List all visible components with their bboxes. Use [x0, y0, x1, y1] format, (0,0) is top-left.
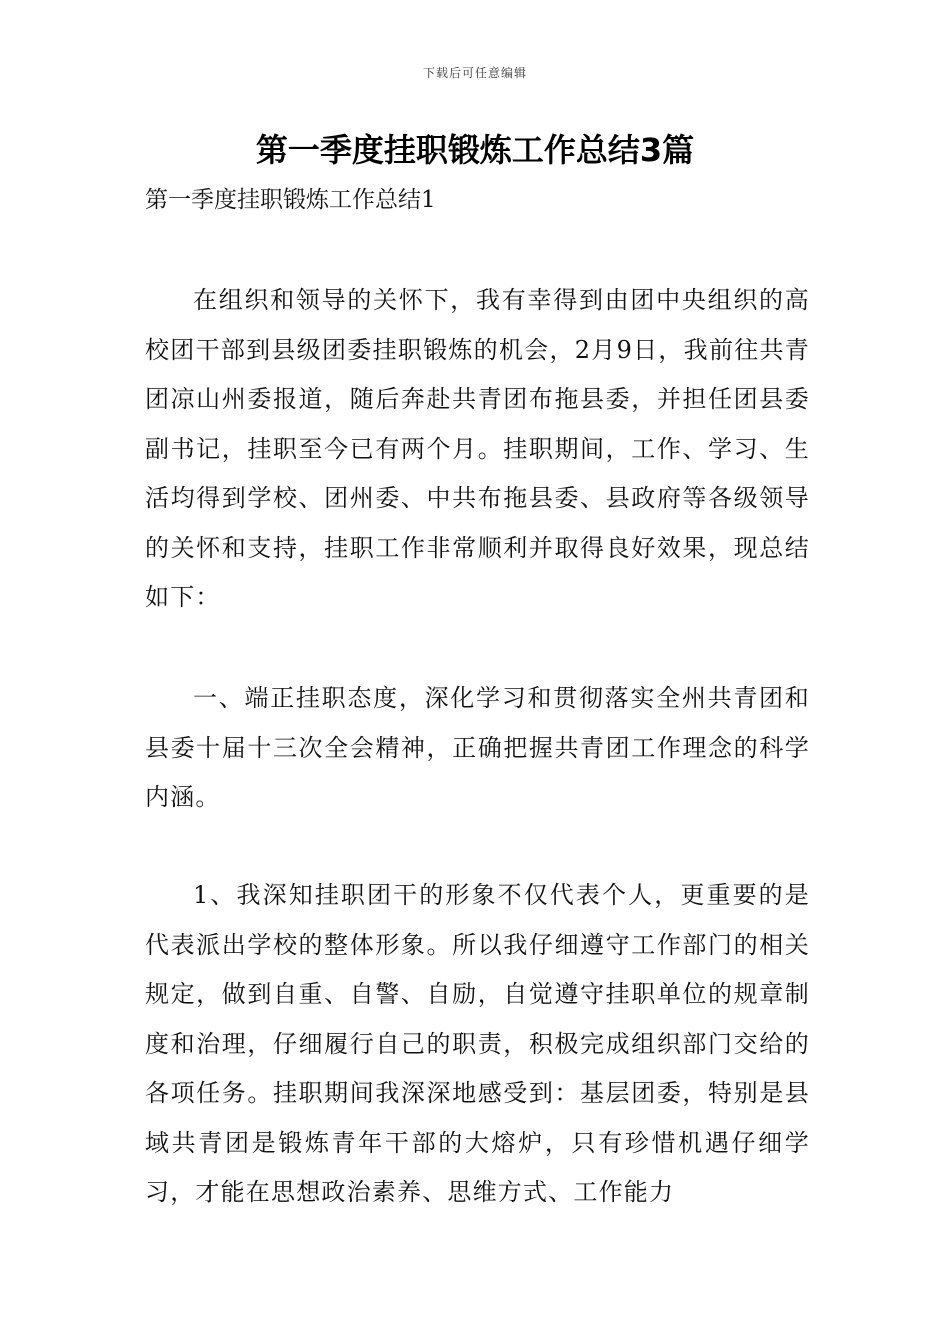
header-note: 下载后可任意编辑	[422, 66, 527, 80]
section-subtitle: 第一季度挂职锻炼工作总结1	[145, 187, 436, 213]
paragraph-section-one: 一、端正挂职态度，深化学习和贯彻落实全州共青团和县委十届十三次全会精神，正确把握共青团工作理念的科学内涵。	[145, 684, 810, 811]
document-title: 第一季度挂职锻炼工作总结3篇	[255, 131, 695, 169]
paragraph-intro: 在组织和领导的关怀下，我有幸得到由团中央组织的高校团干部到县级团委挂职锻炼的机会，2月9日，我前往共青团凉山州委报道，随后奔赴共青团布拖县委，并担任团县委副书记，挂职至今已有两个月。挂职期间，工作、学习、生活均得到学校、团州委、中共布拖县委、县政府等各级领导的关怀和支持，挂职工作非常顺利并取得良好效果，现总结如下：	[145, 286, 810, 611]
paragraph-point-one: 1、我深知挂职团干的形象不仅代表个人，更重要的是代表派出学校的整体形象。所以我仔细遵守工作部门的相关规定，做到自重、自警、自励，自觉遵守挂职单位的规章制度和治理，仔细履行自己的职责，积极完成组织部门交给的各项任务。挂职期间我深深地感受到：基层团委，特别是县域共青团是锻炼青年干部的大熔炉，只有珍惜机遇仔细学习，才能在思想政治素养、思维方式、工作能力	[145, 881, 810, 1206]
